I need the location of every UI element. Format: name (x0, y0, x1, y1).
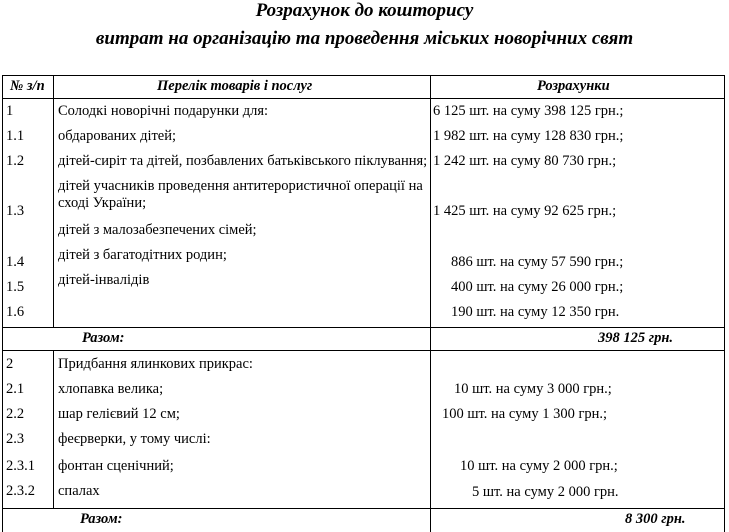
col1-divider-b (53, 350, 54, 508)
row-num: 2.3.1 (6, 458, 35, 474)
row-item: хлопавка велика; (58, 381, 164, 397)
row-calc: 10 шт. на суму 3 000 грн.; (454, 381, 612, 397)
row-calc: 1 982 шт. на суму 128 830 грн.; (433, 128, 624, 144)
section2-divider (2, 508, 725, 509)
header-items: Перелік товарів і послуг (157, 78, 313, 94)
header-num: № з/п (10, 78, 45, 94)
row-item-extra: дітей з малозабезпечених сімей; (58, 222, 257, 238)
row-num: 2.3.2 (6, 483, 35, 499)
doc-title-line2: витрат на організацію та проведення міських новорічних свят (95, 28, 634, 49)
row-item: дітей з багатодітних родин; (58, 247, 227, 263)
row-num: 2.1 (6, 381, 25, 397)
row-item: дітей-сиріт та дітей, позбавлених батьківського піклування; (58, 153, 428, 169)
row-calc: 400 шт. на суму 26 000 грн.; (451, 279, 624, 295)
row-calc: 5 шт. на суму 2 000 грн. (472, 484, 619, 500)
row-item: Придбання ялинкових прикрас: (58, 356, 253, 372)
section1-divider (2, 327, 725, 328)
row-item: дітей учасників проведення антитерористичної операції на (58, 178, 423, 194)
row-item: феєрверки, у тому числі: (58, 431, 211, 447)
row-item: шар гелієвий 12 см; (58, 406, 180, 422)
total1-bottom-border (2, 350, 725, 351)
header-bottom-border (2, 98, 725, 99)
row-num: 2.2 (6, 406, 25, 422)
row-item-cont: сході України; (58, 195, 147, 211)
row-item: обдарованих дітей; (58, 128, 177, 144)
row-num: 1.5 (6, 279, 25, 295)
total-value: 398 125 грн. (598, 330, 674, 346)
row-num: 2 (6, 356, 14, 372)
row-calc: 886 шт. на суму 57 590 грн.; (451, 254, 624, 270)
row-calc: 1 425 шт. на суму 92 625 грн.; (433, 203, 617, 219)
row-calc: 10 шт. на суму 2 000 грн.; (460, 458, 618, 474)
col1-divider-a (53, 75, 54, 327)
row-item: спалах (58, 483, 100, 499)
row-num: 2.3 (6, 431, 25, 447)
row-calc: 100 шт. на суму 1 300 грн.; (442, 406, 608, 422)
row-item: фонтан сценічний; (58, 458, 174, 474)
col2-divider (430, 75, 431, 532)
row-calc: 1 242 шт. на суму 80 730 грн.; (433, 153, 617, 169)
row-calc: 190 шт. на суму 12 350 грн. (451, 304, 620, 320)
row-num: 1.1 (6, 128, 25, 144)
row-num: 1.6 (6, 304, 25, 320)
total-label: Разом: (82, 330, 125, 346)
table-left-border (2, 75, 3, 532)
row-num: 1 (6, 103, 14, 119)
total-value: 8 300 грн. (625, 511, 686, 527)
doc-title-line1: Розрахунок до кошторису (255, 0, 474, 21)
total-label: Разом: (80, 511, 123, 527)
row-num: 1.4 (6, 254, 25, 270)
row-num: 1.3 (6, 203, 25, 219)
header-calc: Розрахунки (537, 78, 610, 94)
row-num: 1.2 (6, 153, 25, 169)
row-item: дітей-інвалідів (58, 272, 150, 288)
table-top-border (2, 75, 725, 76)
row-item: Солодкі новорічні подарунки для: (58, 103, 269, 119)
table-right-border (724, 75, 725, 532)
row-calc: 6 125 шт. на суму 398 125 грн.; (433, 103, 624, 119)
